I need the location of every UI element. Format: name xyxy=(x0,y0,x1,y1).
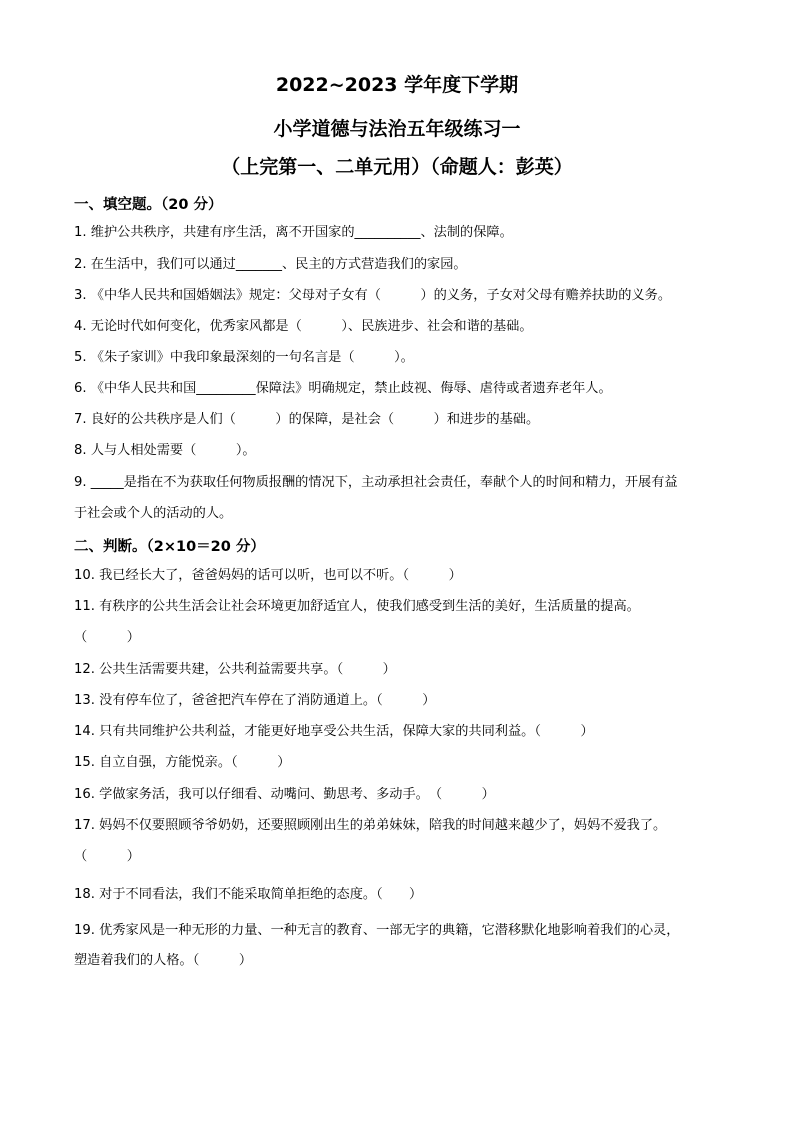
question-line: 10. 我已经长大了，爸爸妈妈的话可以听，也可以不听。（ ） xyxy=(74,568,462,583)
question-line: 17. 妈妈不仅要照顾爷爷奶奶，还要照顾刚出生的弟弟妹妹，陪我的时间越来越少了，妈妈不爱我了。 xyxy=(74,818,667,833)
question-line: 4. 无论时代如何变化，优秀家风都是（ ）、民族进步、社会和谐的基础。 xyxy=(74,319,533,334)
answer-bracket-line: （ ） xyxy=(74,630,140,645)
question-line: 12. 公共生活需要共建，公共利益需要共享。（ ） xyxy=(74,662,396,677)
question-line: 18. 对于不同看法，我们不能采取简单拒绝的态度。（ ） xyxy=(74,887,423,902)
exam-subtitle: （上完第一、二单元用）（命题人：彭英） xyxy=(221,156,573,178)
question-line: 7. 良好的公共秩序是人们（ ）的保障，是社会（ ）和进步的基础。 xyxy=(74,412,540,427)
exam-title: 小学道德与法治五年级练习一 xyxy=(273,118,521,140)
question-line-continued: 于社会或个人的活动的人。 xyxy=(74,506,233,521)
question-line: 5. 《朱子家训》中我印象最深刻的一句名言是（ ）。 xyxy=(74,350,414,365)
question-line: 9. _____是指在不为获取任何物质报酬的情况下，主动承担社会责任，奉献个人的时间和精力，开展有益 xyxy=(74,475,678,490)
question-line: 1. 维护公共秩序，共建有序生活，离不开国家的__________、法制的保障。 xyxy=(74,225,513,240)
question-line: 6. 《中华人民共和国_________保障法》明确规定，禁止歧视、侮辱、虐待或者遗弃老年人。 xyxy=(74,381,612,396)
question-line: 15. 自立自强，方能悦亲。（ ） xyxy=(74,755,291,770)
school-year-title: 2022~2023 学年度下学期 xyxy=(275,74,519,96)
section-heading-fill-in: 一、填空题。（20 分） xyxy=(74,197,223,213)
question-line: 19. 优秀家风是一种无形的力量、一种无言的教育、一部无字的典籍，它潜移默化地影响着我们的心灵， xyxy=(74,923,680,938)
question-line: 2. 在生活中，我们可以通过_______、民主的方式营造我们的家园。 xyxy=(74,257,467,272)
section-heading-true-false: 二、判断。（2×10＝20 分） xyxy=(74,539,265,555)
question-line: 14. 只有共同维护公共利益，才能更好地享受公共生活，保障大家的共同利益。（ ） xyxy=(74,724,594,739)
question-line: 8. 人与人相处需要（ ）。 xyxy=(74,443,256,458)
answer-bracket-line: （ ） xyxy=(74,849,140,864)
question-line: 3. 《中华人民共和国婚姻法》规定：父母对子女有（ ）的义务，子女对父母有赡养扶助的义务。 xyxy=(74,288,672,303)
question-line: 13. 没有停车位了，爸爸把汽车停在了消防通道上。（ ） xyxy=(74,693,436,708)
question-line: 16. 学做家务活，我可以仔细看、动嘴问、勤思考、多动手。 （ ） xyxy=(74,787,495,802)
question-line: 11. 有秩序的公共生活会让社会环境更加舒适宜人，使我们感受到生活的美好，生活质量的提高。 xyxy=(74,599,640,614)
question-line-continued: 塑造着我们的人格。（ ） xyxy=(74,953,253,968)
